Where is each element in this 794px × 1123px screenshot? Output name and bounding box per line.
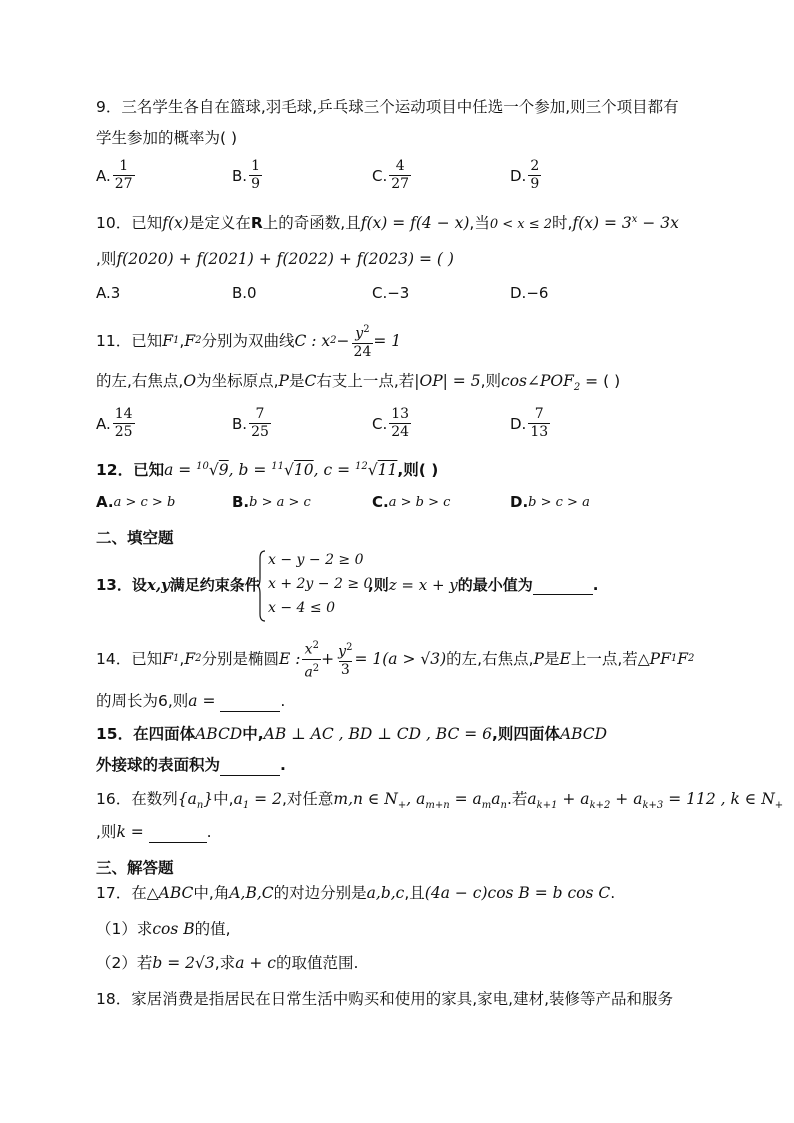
q16-answer-blank[interactable] — [149, 826, 207, 843]
q9-option-a: A. $\frac{1}{27}$ — [96, 158, 133, 192]
q12-options — [96, 493, 706, 515]
q9-line2: 学生参加的概率为( ) — [96, 129, 238, 147]
q12-option-a: A. a > c > b — [96, 493, 176, 511]
q15-line1: 15．在四面体ABCD中,AB ⊥ AC , BD ⊥ CD , BC = 6,则四面体ABCD — [96, 725, 608, 743]
q15-line2: 外接球的表面积为 . — [96, 756, 286, 774]
q9-option-c: C. $\frac{4}{27}$ — [372, 158, 410, 192]
q13-constraint-2: x + 2y − 2 ≥ 0 — [268, 576, 373, 592]
q11-option-d: D. $\frac{7}{13}$ — [510, 406, 549, 440]
q11-option-a: A. $\frac{14}{25}$ — [96, 406, 133, 440]
q9-line1: 9．三名学生各自在篮球,羽毛球,乒乓球三个运动项目中任选一个参加,则三个项目都有 — [96, 98, 679, 116]
q15-answer-blank[interactable] — [220, 759, 280, 776]
q11-option-c: C. $\frac{13}{24}$ — [372, 406, 410, 440]
q10-options — [96, 284, 706, 306]
q12-option-d: D. b > c > a — [510, 493, 590, 511]
q12-option-b: B. b > a > c — [232, 493, 311, 511]
q11-line1: 11．已知 F 1 , F 2 分别为双曲线 C : x 2 − $\frac{y^2}{24}$ = 1 — [96, 324, 402, 360]
q17-part2: （2）若b = 2√3,求a + c的取值范围. — [96, 954, 359, 972]
q14-answer-blank[interactable] — [220, 695, 280, 712]
q9-option-b: B. $\frac{1}{9}$ — [232, 158, 260, 192]
q13-suffix: ,则z = x + y的最小值为 . — [368, 576, 599, 594]
q11-options — [96, 406, 706, 446]
q18-line1: 18．家居消费是指居民在日常生活中购买和使用的家具,家电,建材,装修等产品和服务 — [96, 990, 674, 1008]
q9-options — [96, 158, 706, 198]
q10-option-a: A.3 — [96, 284, 121, 302]
q13-prefix: 13．设x,y满足约束条件 — [96, 576, 260, 594]
q14-line1: 14．已知 F 1 , F 2 分别是椭圆 E : $\frac{x^2}{a^2}$ + $\frac{y^2}{3}$ = 1 (a > √3) 的左,右焦点, P 是 E 上一点,若 △PF 1 F 2 — [96, 639, 695, 681]
q10-line2: ,则f(2020) + f(2021) + f(2022) + f(2023) = ( ) — [96, 250, 454, 268]
q16-line2: ,则k = . — [96, 823, 212, 841]
q10-line1: 10．已知f(x)是定义在R上的奇函数,且f(x) = f(4 − x),当0 < x ≤ 2时$,f(x) = 3^x - 3x$ — [96, 214, 679, 233]
q13-constraint-1: x − y − 2 ≥ 0 — [268, 552, 364, 568]
q11-line2: 的左,右焦点,O为坐标原点,P是C右支上一点,若|OP| = 5,则$\cos\angle POF_2$ = ( ) — [96, 372, 621, 394]
q10-option-d: D.−6 — [510, 284, 549, 302]
q17-line1: 17．在△ABC中,角A,B,C的对边分别是a,b,c,且(4a − c)cos B = b cos C. — [96, 884, 616, 902]
section-fill-in-title: 二、填空题 — [96, 529, 174, 547]
q10-option-c: C.−3 — [372, 284, 410, 302]
q13-answer-blank[interactable] — [533, 578, 593, 595]
section-solutions-title: 三、解答题 — [96, 859, 174, 877]
q12-option-c: C. a > b > c — [372, 493, 451, 511]
q11-option-b: B. $\frac{7}{25}$ — [232, 406, 269, 440]
q10-option-b: B.0 — [232, 284, 257, 302]
q16-line1: 16．在数列$\{a_n\}$中$,a_1 = 2$,对任意m,n ∈ $N_+$, $a_{m+n} = a_ma_n$.若$a_{k+1} + a_{k+2} + a_{k+3} = 112$ , k ∈ $N_+$ — [96, 790, 784, 812]
q17-part1: （1）求cos B的值, — [96, 920, 231, 938]
q13-brace — [256, 550, 266, 622]
q12-line1: 12．已知a = $^{10}$√9, b = $^{11}$√10, c = $^{12}$√11,则( ) — [96, 461, 439, 480]
q14-line2: 的周长为6,则a = . — [96, 692, 286, 710]
q13 — [96, 550, 696, 622]
q13-constraint-3: x − 4 ≤ 0 — [268, 600, 335, 616]
q9-option-d: D. $\frac{2}{9}$ — [510, 158, 540, 192]
